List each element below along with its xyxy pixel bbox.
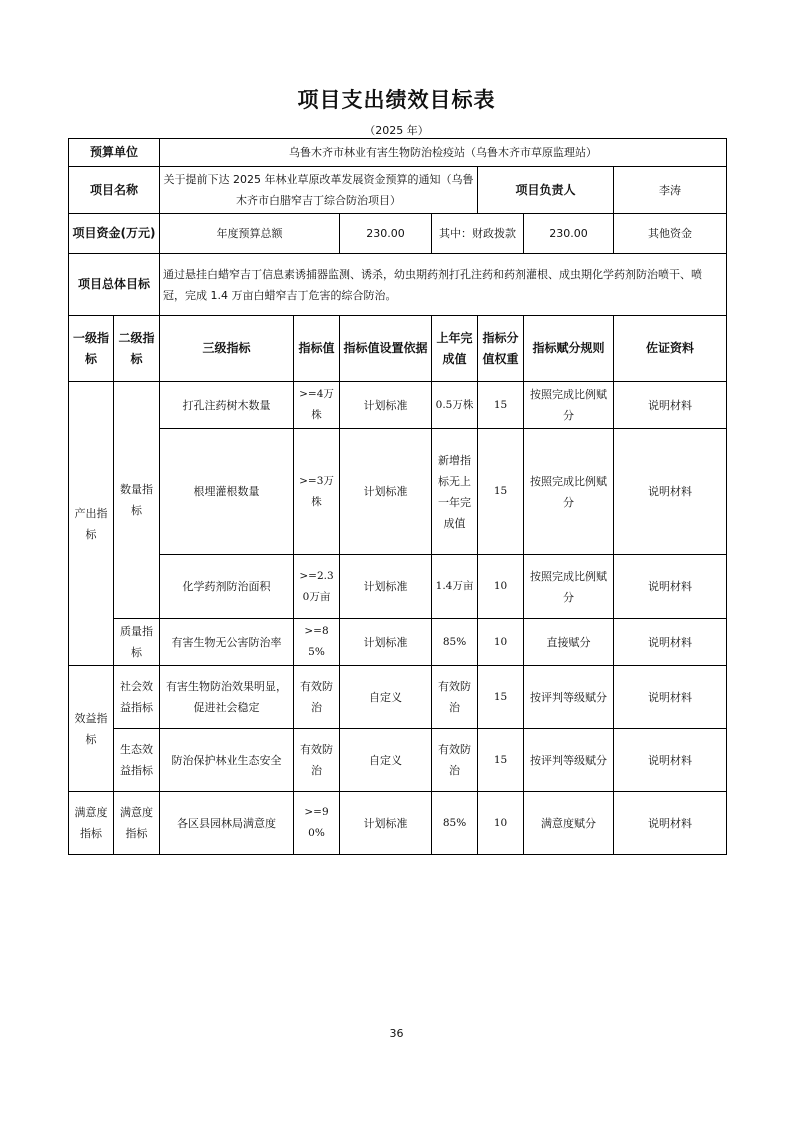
indicator-value: >=90% bbox=[294, 792, 340, 855]
header-value: 指标值 bbox=[294, 316, 340, 382]
indicator-weight: 10 bbox=[478, 619, 524, 666]
indicator-rule: 按照完成比例赋分 bbox=[524, 429, 614, 555]
indicator-last-year: 新增指标无上一年完成值 bbox=[432, 429, 478, 555]
indicator-last-year: 0.5万株 bbox=[432, 382, 478, 429]
indicator-name: 有害生物无公害防治率 bbox=[160, 619, 294, 666]
header-rule: 指标赋分规则 bbox=[524, 316, 614, 382]
indicator-evidence: 说明材料 bbox=[614, 792, 727, 855]
budget-unit-value: 乌鲁木齐市林业有害生物防治检疫站（乌鲁木齐市草原监理站） bbox=[160, 139, 727, 167]
indicator-weight: 15 bbox=[478, 666, 524, 729]
indicator-header-row bbox=[69, 316, 727, 382]
indicator-last-year: 有效防治 bbox=[432, 666, 478, 729]
indicator-basis: 计划标准 bbox=[340, 555, 432, 619]
group-quantity: 数量指标 bbox=[114, 382, 160, 619]
indicator-evidence: 说明材料 bbox=[614, 666, 727, 729]
indicator-name: 有害生物防治效果明显，促进社会稳定 bbox=[160, 666, 294, 729]
group-quality: 质量指标 bbox=[114, 619, 160, 666]
group-ecology: 生态效益指标 bbox=[114, 729, 160, 792]
project-name-row bbox=[69, 167, 727, 214]
indicator-basis: 计划标准 bbox=[340, 792, 432, 855]
page-number: 36 bbox=[389, 1027, 404, 1040]
indicator-rule: 直接赋分 bbox=[524, 619, 614, 666]
header-level1: 一级指标 bbox=[69, 316, 114, 382]
header-last-year: 上年完成值 bbox=[432, 316, 478, 382]
indicator-evidence: 说明材料 bbox=[614, 382, 727, 429]
indicator-last-year: 有效防治 bbox=[432, 729, 478, 792]
indicator-basis: 计划标准 bbox=[340, 382, 432, 429]
indicator-evidence: 说明材料 bbox=[614, 555, 727, 619]
indicator-evidence: 说明材料 bbox=[614, 729, 727, 792]
indicator-basis: 计划标准 bbox=[340, 429, 432, 555]
project-name-value: 关于提前下达 2025 年林业草原改革发展资金预算的通知（乌鲁木齐市白腊窄吉丁综合防治项目） bbox=[160, 167, 478, 214]
indicator-last-year: 85% bbox=[432, 619, 478, 666]
indicator-name: 各区县园林局满意度 bbox=[160, 792, 294, 855]
indicator-evidence: 说明材料 bbox=[614, 619, 727, 666]
fiscal-allocation-value: 230.00 bbox=[524, 214, 614, 254]
project-leader-value: 李涛 bbox=[614, 167, 727, 214]
indicator-value: >=3万株 bbox=[294, 429, 340, 555]
group-output: 产出指标 bbox=[69, 382, 114, 666]
indicator-basis: 自定义 bbox=[340, 666, 432, 729]
header-basis: 指标值设置依据 bbox=[340, 316, 432, 382]
annual-budget-value: 230.00 bbox=[340, 214, 432, 254]
overall-goal-value: 通过悬挂白蜡窄吉丁信息素诱捕器监测、诱杀，幼虫期药剂打孔注药和药剂灌根、成虫期化学药剂防治喷干、喷冠，完成 1.4 万亩白蜡窄吉丁危害的综合防治。 bbox=[160, 254, 727, 316]
indicator-value: >=85% bbox=[294, 619, 340, 666]
indicator-value: >=2.30万亩 bbox=[294, 555, 340, 619]
table-row bbox=[69, 666, 727, 729]
indicator-basis: 计划标准 bbox=[340, 619, 432, 666]
indicator-rule: 按照完成比例赋分 bbox=[524, 555, 614, 619]
indicator-weight: 15 bbox=[478, 729, 524, 792]
indicator-value: >=4万株 bbox=[294, 382, 340, 429]
indicator-basis: 自定义 bbox=[340, 729, 432, 792]
project-funds-row bbox=[69, 214, 727, 254]
indicator-name: 防治保护林业生态安全 bbox=[160, 729, 294, 792]
table-row bbox=[69, 382, 727, 429]
header-evidence: 佐证资料 bbox=[614, 316, 727, 382]
other-funds-label: 其他资金 bbox=[614, 214, 727, 254]
budget-unit-label: 预算单位 bbox=[69, 139, 160, 167]
header-level2: 二级指标 bbox=[114, 316, 160, 382]
project-leader-label: 项目负责人 bbox=[478, 167, 614, 214]
indicator-weight: 15 bbox=[478, 382, 524, 429]
table-row bbox=[69, 729, 727, 792]
header-level3: 三级指标 bbox=[160, 316, 294, 382]
indicator-last-year: 1.4万亩 bbox=[432, 555, 478, 619]
group-satisfaction: 满意度指标 bbox=[69, 792, 114, 855]
page-title: 项目支出绩效目标表 bbox=[297, 88, 496, 112]
annual-budget-label: 年度预算总额 bbox=[160, 214, 340, 254]
indicator-weight: 15 bbox=[478, 429, 524, 555]
budget-unit-row bbox=[69, 139, 727, 167]
project-funds-label: 项目资金(万元) bbox=[69, 214, 160, 254]
fiscal-allocation-label: 其中：财政拨款 bbox=[432, 214, 524, 254]
indicator-rule: 按照完成比例赋分 bbox=[524, 382, 614, 429]
header-weight: 指标分值权重 bbox=[478, 316, 524, 382]
table-row bbox=[69, 555, 727, 619]
indicator-name: 打孔注药树木数量 bbox=[160, 382, 294, 429]
indicator-last-year: 85% bbox=[432, 792, 478, 855]
overall-goal-row bbox=[69, 254, 727, 316]
table-row bbox=[69, 792, 727, 855]
indicator-rule: 按评判等级赋分 bbox=[524, 666, 614, 729]
indicator-weight: 10 bbox=[478, 555, 524, 619]
indicator-weight: 10 bbox=[478, 792, 524, 855]
indicator-evidence: 说明材料 bbox=[614, 429, 727, 555]
group-satisfaction-sub: 满意度指标 bbox=[114, 792, 160, 855]
indicator-value: 有效防治 bbox=[294, 729, 340, 792]
performance-table bbox=[68, 138, 727, 855]
year-label: （2025 年） bbox=[364, 124, 429, 137]
indicator-name: 根埋灌根数量 bbox=[160, 429, 294, 555]
indicator-name: 化学药剂防治面积 bbox=[160, 555, 294, 619]
table-row bbox=[69, 429, 727, 555]
group-benefit: 效益指标 bbox=[69, 666, 114, 792]
group-social: 社会效益指标 bbox=[114, 666, 160, 729]
project-name-label: 项目名称 bbox=[69, 167, 160, 214]
indicator-rule: 满意度赋分 bbox=[524, 792, 614, 855]
indicator-value: 有效防治 bbox=[294, 666, 340, 729]
overall-goal-label: 项目总体目标 bbox=[69, 254, 160, 316]
indicator-rule: 按评判等级赋分 bbox=[524, 729, 614, 792]
table-row bbox=[69, 619, 727, 666]
